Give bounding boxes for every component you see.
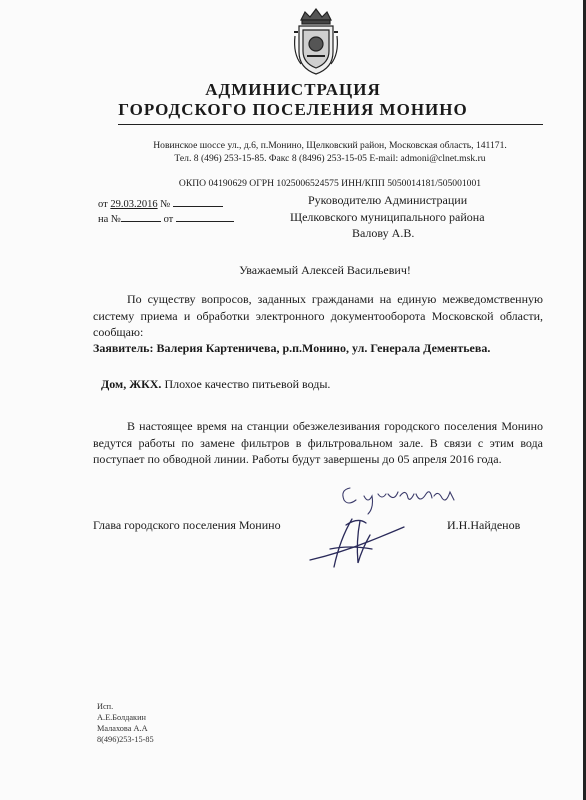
body-paragraph: В настоящее время на станции обезжелезивания городского поселения Монино ведутся работы по замене фильтров в фильтровальном зале. В связи с этим вода поступает по обводной линии. Работы будут завершены до 05 апреля 2016 года. — [93, 419, 543, 466]
incoming-ref-line — [98, 210, 234, 225]
signer-name: И.Н.Найденов — [447, 518, 521, 532]
ref-number-blank — [121, 210, 161, 222]
executor-name-1: А.Е.Болдакин — [97, 713, 146, 722]
ot-label: от — [160, 214, 176, 225]
addressee-line1: Руководителю Администрации — [308, 193, 468, 207]
executor-label: Исп. — [97, 702, 114, 711]
outgoing-date-line — [98, 195, 223, 210]
outgoing-date: 29.03.2016 — [110, 199, 158, 210]
subject-line — [101, 377, 330, 392]
registration-codes: ОКПО 04190629 ОГРН 1025006524575 ИНН/КПП 5050014181/505001001 — [178, 178, 482, 189]
executor-phone: 8(496)253-15-85 — [97, 735, 154, 744]
header-divider — [118, 124, 543, 125]
addressee-line3: Валову А.В. — [352, 226, 415, 240]
applicant-paragraph: Заявитель: Валерия Картеничева, р.п.Монино, ул. Генерала Дементьева. — [93, 341, 491, 355]
address-line: Новинское шоссе ул., д.6, п.Монино, Щелковский район, Московская область, 141171. — [153, 140, 507, 151]
ot-prefix: от — [98, 199, 111, 210]
signature-mark — [300, 505, 410, 575]
coat-of-arms-icon — [291, 6, 341, 78]
addressee-line2: Щелковского муниципального района — [290, 210, 485, 224]
subject-category: Дом, ЖКХ. — [101, 377, 162, 391]
na-prefix: на № — [98, 214, 121, 225]
salutation: Уважаемый Алексей Васильевич! — [239, 263, 411, 277]
executor-name-2: Малахова А.А — [97, 724, 148, 733]
ref-date-blank — [176, 210, 234, 222]
signer-title: Глава городского поселения Монино — [93, 518, 281, 532]
subject-text: Плохое качество питьевой воды. — [161, 377, 331, 391]
number-blank — [173, 195, 223, 207]
intro-paragraph: По существу вопросов, заданных гражданами на единую межведомственную систему приема и обработки электронного документооборота Московской области, сообщаю: — [93, 292, 543, 339]
org-title-line1: АДМИНИСТРАЦИЯ — [205, 80, 381, 99]
contact-line: Тел. 8 (496) 253-15-85. Факс 8 (8496) 253-15-05 E-mail: admoni@clnet.msk.ru — [174, 153, 486, 164]
no-label: № — [157, 199, 173, 210]
org-title-line2: ГОРОДСКОГО ПОСЕЛЕНИЯ МОНИНО — [118, 100, 468, 119]
